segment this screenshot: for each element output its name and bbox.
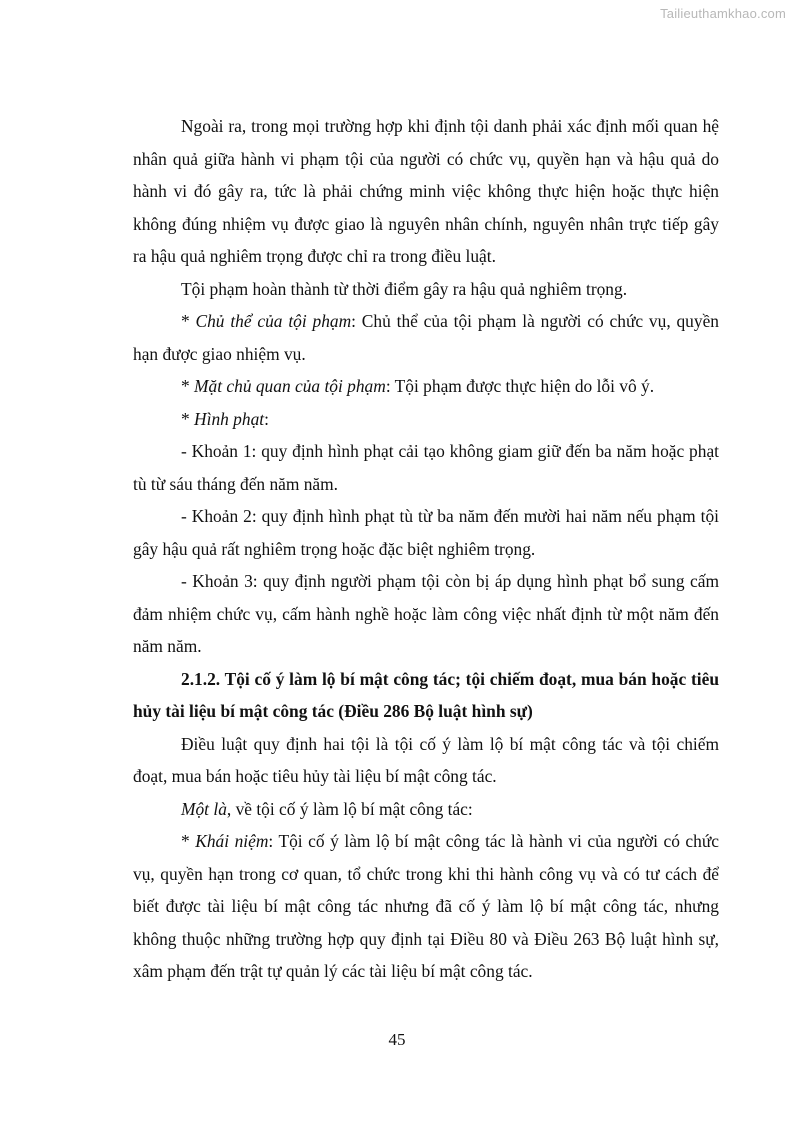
subjective-side-label: Mặt chủ quan của tội phạm	[194, 376, 386, 396]
paragraph-two-crimes: Điều luật quy định hai tội là tội cố ý làm lộ bí mật công tác và tội chiếm đoạt, mua bán hoặc tiêu hủy tài liệu bí mật công tác.	[133, 733, 719, 786]
penalty-label: Hình phạt	[194, 408, 265, 429]
watermark-text: Tailieuthamkhao.com	[660, 6, 786, 21]
paragraph-clause-3: - Khoản 3: quy định người phạm tội còn bị áp dụng hình phạt bổ sung cấm đảm nhiệm chức vụ, cấm hành nghề hoặc làm công việc nhất định từ một năm đến năm năm.	[133, 571, 719, 656]
paragraph-clause-2: - Khoản 2: quy định hình phạt tù từ ba năm đến mười hai năm nếu phạm tội gây hậu quả rất nghiêm trọng hoặc đặc biệt nghiêm trọng.	[133, 506, 719, 559]
bullet-marker: *	[181, 408, 195, 429]
subjective-side-text: : Tội phạm được thực hiện do lỗi vô ý.	[385, 376, 655, 396]
subject-label: Chủ thể của tội phạm	[195, 311, 352, 331]
penalty-text: :	[264, 408, 269, 429]
section-heading: 2.1.2. Tội cố ý làm lộ bí mật công tác; tội chiếm đoạt, mua bán hoặc tiêu hủy tài liệu bí mật công tác (Điều 286 Bộ luật hình sự)	[133, 668, 719, 721]
first-label: Một là	[181, 798, 227, 819]
concept-label: Khái niệm	[195, 831, 269, 851]
concept-text: : Tội cố ý làm lộ bí mật công tác là hành vi của người có chức vụ, quyền hạn trong cơ quan, tổ chức trong khi thi hành công vụ và có tư cách để biết được tài liệu bí mật công tác nhưng đã cố ý làm lộ bí mật công tác, nhưng không thuộc những trường hợp quy định tại Điều 80 và Điều 263 Bộ luật hình sự, xâm phạm đến trật tự quản lý các tài liệu bí mật công tác.	[133, 831, 719, 981]
bullet-marker: *	[181, 831, 196, 851]
paragraph-subjective-side	[133, 370, 719, 403]
paragraph-first	[133, 793, 719, 826]
paragraph-completion: Tội phạm hoàn thành từ thời điểm gây ra hậu quả nghiêm trọng.	[181, 278, 628, 299]
paragraph-clause-1: - Khoản 1: quy định hình phạt cải tạo không giam giữ đến ba năm hoặc phạt tù từ sáu tháng đến năm năm.	[133, 441, 719, 494]
paragraph-concept	[133, 825, 719, 988]
page-number: 45	[388, 1030, 406, 1049]
subject-text: : Chủ thể của tội phạm là người có chức vụ, quyền hạn được giao nhiệm vụ.	[133, 311, 719, 364]
document-body	[133, 110, 719, 988]
paragraph-penalty	[133, 403, 719, 436]
bullet-marker: *	[181, 376, 195, 396]
first-text: , về tội cố ý làm lộ bí mật công tác:	[226, 798, 473, 819]
bullet-marker: *	[181, 311, 196, 331]
paragraph-subject	[133, 305, 719, 370]
paragraph-causation: Ngoài ra, trong mọi trường hợp khi định tội danh phải xác định mối quan hệ nhân quả giữa hành vi phạm tội của người có chức vụ, quyền hạn và hậu quả do hành vi đó gây ra, tức là phải chứng minh việc không thực hiện hoặc thực hiện không đúng nhiệm vụ được giao là nguyên nhân chính, nguyên nhân trực tiếp gây ra hậu quả nghiêm trọng được chỉ ra trong điều luật.	[133, 116, 719, 266]
